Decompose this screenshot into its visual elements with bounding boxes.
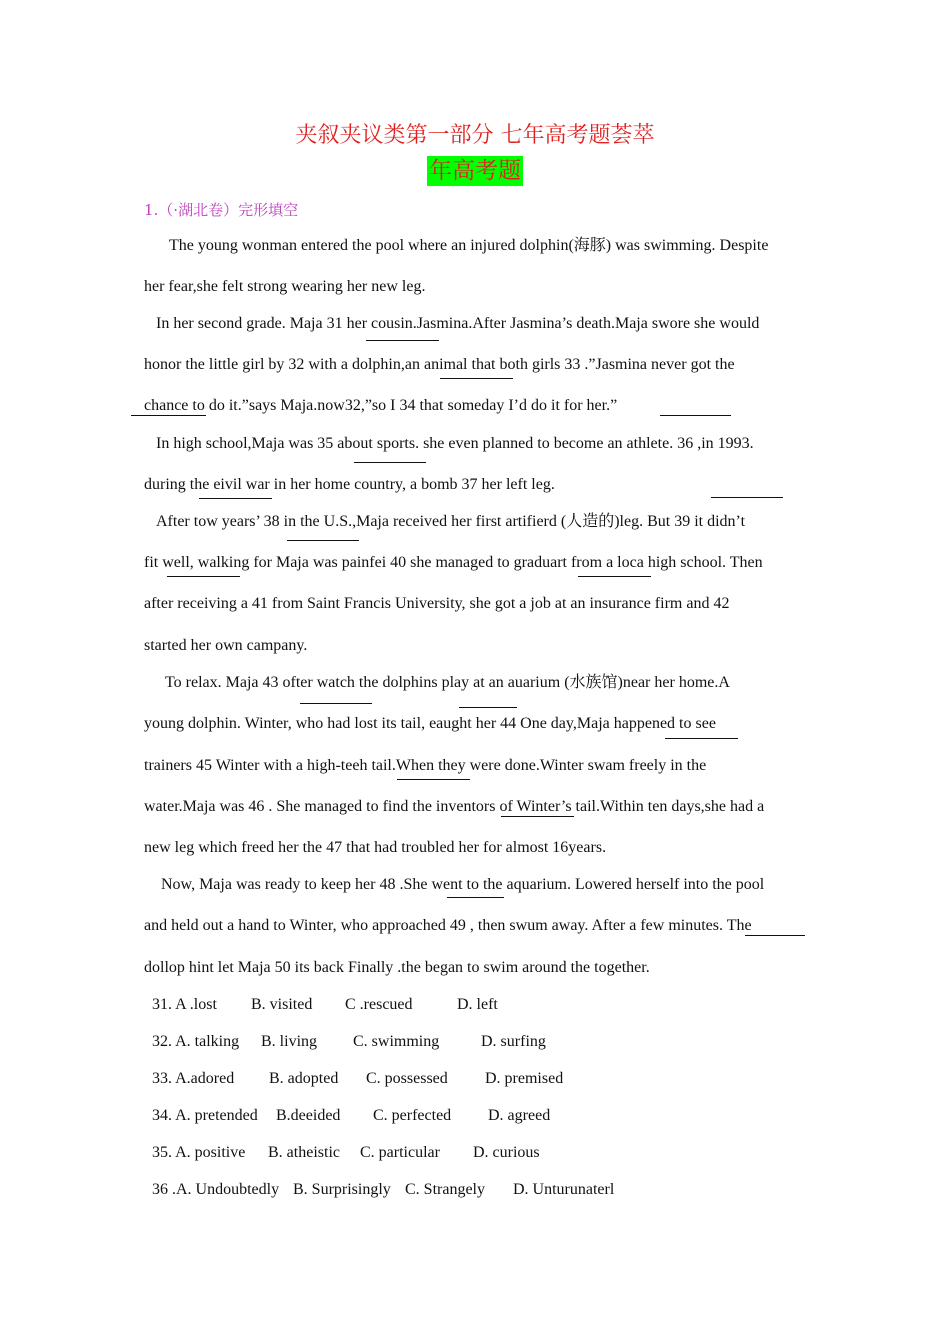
option-b: B. visited bbox=[251, 996, 313, 1013]
blank-underline bbox=[711, 497, 783, 498]
document-title: 夹叙夹议类第一部分 七年高考题荟萃 bbox=[295, 123, 655, 148]
blank-underline bbox=[199, 498, 272, 499]
passage-line: In high school,Maja was 35 about sports. she even planned to become an athlete. 36 ,in 1993. bbox=[156, 435, 754, 452]
blank-underline bbox=[459, 707, 517, 708]
passage-line: chance to do it.”says Maja.now32,”so I 34 that someday I’d do it for her.” bbox=[144, 397, 618, 414]
option-c: C .rescued bbox=[345, 996, 413, 1013]
blank-underline bbox=[300, 703, 372, 704]
option-c: C. particular bbox=[360, 1144, 440, 1161]
option-a: 32. A. talking bbox=[152, 1033, 240, 1050]
option-c: C. possessed bbox=[366, 1070, 448, 1087]
blank-underline bbox=[397, 779, 470, 780]
option-d: D. left bbox=[457, 996, 498, 1013]
option-d: D. Unturunaterl bbox=[513, 1181, 615, 1198]
blank-underline bbox=[131, 415, 206, 416]
passage-line: during the eivil war in her home country, a bomb 37 her left leg. bbox=[144, 476, 555, 493]
document-subtitle: 年高考题 bbox=[429, 158, 521, 184]
blank-underline bbox=[447, 897, 504, 898]
passage-line: and held out a hand to Winter, who approached 49 , then swum away. After a few minutes. The bbox=[144, 917, 752, 934]
option-d: D. surfing bbox=[481, 1033, 546, 1050]
passage-line: young dolphin. Winter, who had lost its tail, eaught her 44 One day,Maja happened to see bbox=[144, 715, 716, 732]
passage-line: after receiving a 41 from Saint Francis University, she got a job at an insurance firm and 42 bbox=[144, 595, 730, 612]
passage-line: fit well, walking for Maja was painfei 40 she managed to graduart from a loca high school. Then bbox=[144, 554, 763, 571]
option-d: D. premised bbox=[485, 1070, 564, 1087]
passage-line: After tow years’ 38 in the U.S.,Maja received her first artifierd (人造的)leg. But 39 it didn’t bbox=[156, 513, 746, 530]
blank-underline bbox=[745, 935, 805, 936]
option-a: 35. A. positive bbox=[152, 1144, 246, 1161]
passage-line: dollop hint let Maja 50 its back Finally .the began to swim around the together. bbox=[144, 959, 650, 976]
subtitle-wrap bbox=[0, 156, 950, 186]
passage-line: started her own campany. bbox=[144, 637, 308, 654]
option-b: B.deeided bbox=[276, 1107, 341, 1124]
option-a: 33. A.adored bbox=[152, 1070, 235, 1087]
option-a: 36 .A. Undoubtedly bbox=[152, 1181, 280, 1198]
option-b: B. living bbox=[261, 1033, 318, 1050]
question-header: 1.（·湖北卷）完形填空 bbox=[144, 201, 299, 219]
passage-line: new leg which freed her the 47 that had troubled her for almost 16years. bbox=[144, 839, 607, 856]
option-a: 34. A. pretended bbox=[152, 1107, 258, 1124]
option-c: C. Strangely bbox=[405, 1181, 485, 1198]
passage-line: honor the little girl by 32 with a dolphin,an animal that both girls 33 .”Jasmina never got the bbox=[144, 356, 735, 373]
passage-line: Now, Maja was ready to keep her 48 .She went to the aquarium. Lowered herself into the pool bbox=[161, 876, 765, 893]
blank-underline bbox=[354, 462, 426, 463]
passage-line: her fear,she felt strong wearing her new leg. bbox=[144, 278, 426, 295]
passage-line: water.Maja was 46 . She managed to find the inventors of Winter’s tail.Within ten days,she had a bbox=[144, 798, 765, 815]
option-d: D. curious bbox=[473, 1144, 540, 1161]
passage-line: In her second grade. Maja 31 her cousin.Jasmina.After Jasmina’s death.Maja swore she would bbox=[156, 315, 760, 332]
option-b: B. Surprisingly bbox=[293, 1181, 391, 1198]
blank-underline bbox=[665, 738, 738, 739]
option-a: 31. A .lost bbox=[152, 996, 217, 1013]
passage-line: The young wonman entered the pool where an injured dolphin(海豚) was swimming. Despite bbox=[169, 237, 769, 254]
blank-underline bbox=[287, 540, 359, 541]
blank-underline bbox=[501, 816, 574, 817]
option-c: C. swimming bbox=[353, 1033, 440, 1050]
option-c: C. perfected bbox=[373, 1107, 452, 1124]
option-b: B. atheistic bbox=[268, 1144, 340, 1161]
blank-underline bbox=[660, 415, 731, 416]
blank-underline bbox=[578, 576, 651, 577]
blank-underline bbox=[366, 340, 439, 341]
option-d: D. agreed bbox=[488, 1107, 551, 1124]
blank-underline bbox=[440, 378, 513, 379]
passage-line: To relax. Maja 43 ofter watch the dolphins play at an auarium (水族馆)near her home.A bbox=[165, 674, 730, 691]
blank-underline bbox=[167, 576, 240, 577]
option-b: B. adopted bbox=[269, 1070, 339, 1087]
passage-line: trainers 45 Winter with a high-teeh tail.When they were done.Winter swam freely in the bbox=[144, 757, 707, 774]
